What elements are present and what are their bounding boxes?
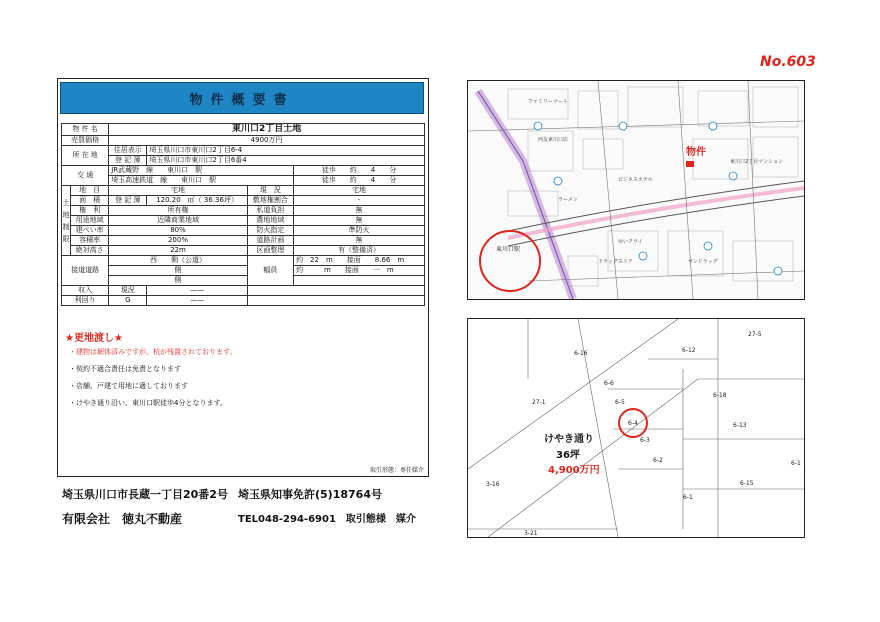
width3-empty	[294, 276, 425, 286]
nochi: 無	[294, 216, 425, 226]
addr-disp: 埼玉県川口市東川口2丁目6-4	[147, 146, 425, 156]
label-genkyo: 現 況	[247, 186, 293, 196]
kenri: 所有権	[109, 206, 248, 216]
tsubo-label: 36坪	[556, 450, 580, 461]
price: 4900万円	[109, 136, 425, 146]
label-zettai: 絶対高さ	[71, 246, 109, 256]
label-usage: 利回り	[62, 296, 109, 306]
property-map-label: 物件	[686, 147, 706, 158]
map-label-3: 東川口2丁目マンション	[730, 159, 783, 165]
spec-table	[61, 123, 425, 306]
douro: 無	[294, 236, 425, 246]
label-nochi: 農地地域	[247, 216, 293, 226]
label-address: 所 在 地	[62, 146, 109, 166]
usage-g: G	[109, 296, 147, 306]
area-value: 120.20 ㎡（ 36.36坪）	[147, 196, 247, 206]
area-map	[467, 80, 805, 300]
lot-label: 6-6	[604, 380, 614, 387]
remark-1: ・建物は解体済みですが、杭が残置されております。	[69, 348, 237, 356]
property-name: 東川口2丁目土地	[109, 124, 425, 136]
lot-label: 6-3	[640, 437, 650, 444]
area-map-svg	[468, 81, 804, 299]
company-tel: TEL048-294-6901 取引態様 媒介	[238, 514, 416, 525]
youto: 近隣商業地域	[109, 216, 248, 226]
property-marker	[686, 161, 694, 167]
lot-label: 6-12	[682, 347, 696, 354]
current-value: ——	[147, 286, 247, 296]
transaction-terms: 取引形態：専任媒介	[369, 467, 424, 474]
label-kukaku: 区画整理	[247, 246, 293, 256]
width1: 約 22 m 接面 8.66 m	[294, 256, 425, 266]
lot-label: 6-16	[574, 350, 588, 357]
company-name: 有限会社 徳丸不動産	[62, 512, 183, 526]
walk1: 徒歩 約 4 分	[294, 166, 425, 176]
label-addr-reg: 登 記 簿	[109, 156, 147, 166]
remark-2: ・契約不適合責任は免責となります	[69, 365, 181, 373]
remarks-block	[61, 329, 425, 415]
plot-map	[467, 318, 805, 538]
shido: 無	[294, 206, 425, 216]
map-label-7: ドラッグストア	[598, 259, 633, 265]
shikichi: -	[294, 196, 425, 206]
lot-label: 6-13	[733, 422, 747, 429]
plot-map-svg	[468, 319, 804, 537]
line2: 埼玉高速鉄道 線 東川口 駅	[109, 176, 294, 186]
chimoku: 宅地	[109, 186, 248, 196]
label-fukuin: 幅員	[247, 256, 293, 286]
genkyo: 宅地	[294, 186, 425, 196]
map-label-5: ラーメン	[558, 197, 578, 203]
lot-label: 3-21	[524, 530, 538, 537]
company-license: 埼玉県知事免許(5)18764号	[238, 488, 382, 501]
label-douro: 道路計画	[247, 236, 293, 246]
zettai: 22m	[109, 246, 248, 256]
label-setsudo: 接道道路	[62, 256, 109, 286]
usage-empty	[247, 296, 424, 306]
road3: 側	[109, 276, 248, 286]
yoseki: 200%	[109, 236, 248, 246]
label-addr-disp: 住居表示	[109, 146, 147, 156]
label-area-reg: 登 記 簿	[109, 196, 147, 206]
label-current: 現況	[109, 286, 147, 296]
map-label-2: 西友東川口店	[538, 137, 569, 143]
sheet-title: 物件概要書	[60, 82, 424, 114]
width2: 約 m 接面 一 m	[294, 266, 425, 276]
label-traffic: 交 通	[62, 166, 109, 186]
road2: 側	[109, 266, 248, 276]
road1: 西 側（公道）	[109, 256, 248, 266]
map-label-1: ファミリーマート	[528, 99, 568, 105]
land-side-label: 土 地 制 限	[62, 186, 71, 256]
lot-label: 6-1	[683, 494, 693, 501]
street-label: けやき通り	[544, 434, 594, 445]
bouka: 準防火	[294, 226, 425, 236]
plot-price-label: 4,900万円	[548, 465, 600, 476]
remarks-heading: ★更地渡し★	[65, 333, 123, 344]
company-address: 埼玉県川口市長蔵一丁目20番2号	[62, 488, 228, 501]
label-youto: 用途地域	[71, 216, 109, 226]
lot-label: 3-16	[486, 481, 500, 488]
lot-label: 6-1	[791, 460, 801, 467]
map-label-4: ビジネスホテル	[618, 177, 653, 183]
map-label-6: ゆいクライ	[618, 239, 643, 245]
line1: JR武蔵野 線 東川口 駅	[109, 166, 294, 176]
label-bouka: 防火指定	[247, 226, 293, 236]
label-kenpei: 建ぺい率	[71, 226, 109, 236]
label-chimoku: 地 目	[71, 186, 109, 196]
lot-label: 6-5	[615, 399, 625, 406]
label-kenri: 権 利	[71, 206, 109, 216]
lot-label: 6-4	[628, 420, 638, 427]
remark-4: ・けやき通り沿い、東川口駅徒歩4分となります。	[69, 399, 227, 407]
station-label: 東川口駅	[496, 246, 521, 253]
label-shikichi: 敷地権割合	[247, 196, 293, 206]
lot-label: 27-5	[748, 331, 762, 338]
label-income: 収入	[62, 286, 109, 296]
usage-value: ——	[147, 296, 247, 306]
income-empty	[247, 286, 424, 296]
lot-label: 6-2	[653, 457, 663, 464]
property-sheet	[57, 78, 429, 477]
kenpei: 80%	[109, 226, 248, 236]
addr-reg: 埼玉県川口市東川口2丁目6番4	[147, 156, 425, 166]
lot-label: 6-15	[740, 480, 754, 487]
remark-3: ・店舗、戸建て用地に適しております	[69, 382, 188, 390]
label-price: 売買価格	[62, 136, 109, 146]
kukaku: 有（整備済）	[294, 246, 425, 256]
label-area: 面 積	[71, 196, 109, 206]
lot-label: 27-1	[532, 399, 546, 406]
label-shido: 私道負担	[247, 206, 293, 216]
lot-label: 6-18	[713, 392, 727, 399]
page-number: No.603	[760, 54, 816, 70]
label-yoseki: 容積率	[71, 236, 109, 246]
map-label-8: サンドラッグ	[688, 259, 718, 265]
walk2: 徒歩 約 4 分	[294, 176, 425, 186]
label-name: 物 件 名	[62, 124, 109, 136]
